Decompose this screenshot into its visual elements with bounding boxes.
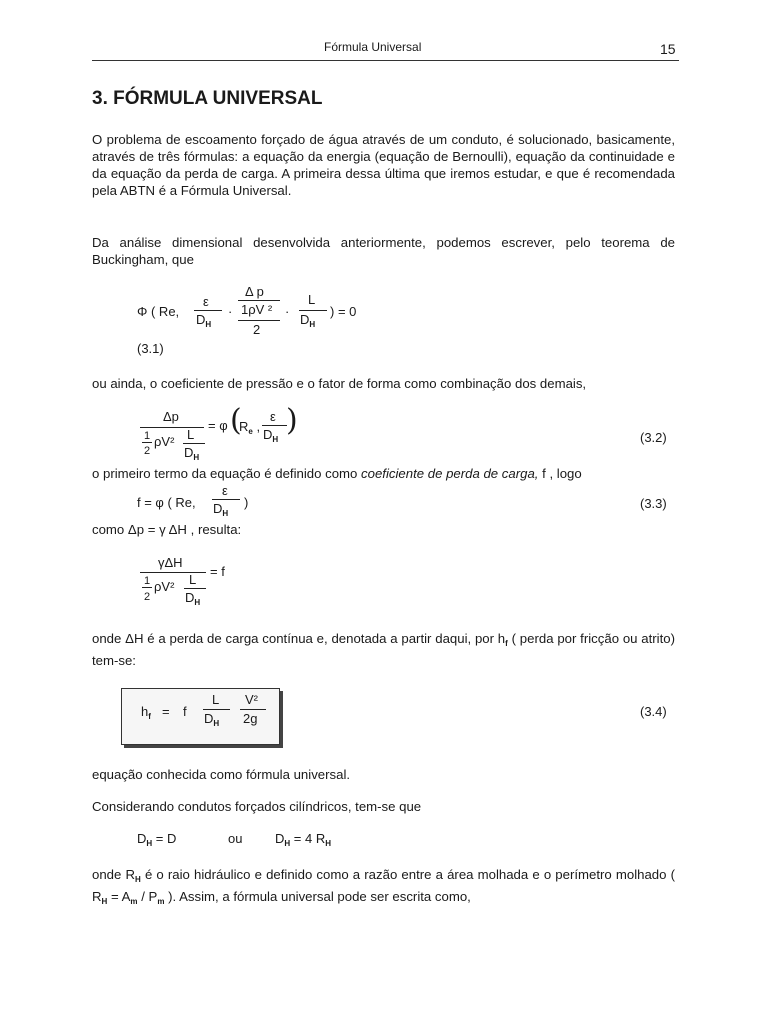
dh-equals-4rh: $D_H = 4$ $R_H$: [275, 831, 331, 848]
eq34-label: (3.4): [640, 704, 667, 719]
paragraph-result: como Δp = γ ΔH , resulta:: [92, 522, 242, 537]
eq32-rho-v2: ρV²: [154, 434, 175, 449]
paragraph-friction-coefficient: o primeiro termo da equação é definido como coeficiente de perda de carga, f , logo: [92, 466, 582, 481]
eq34-h: $h_f$: [141, 704, 151, 721]
eq33-label: (3.3): [640, 496, 667, 511]
eq32-ld-line: [183, 443, 205, 444]
eq33-line: [212, 499, 240, 500]
eq32-L: L: [187, 427, 195, 442]
eq31-end: ) = 0: [330, 304, 357, 319]
eq33-dh: $D_H$: [213, 501, 229, 518]
eqres-half-line: [142, 587, 152, 588]
eq32-re: $R_e$ ,: [239, 419, 261, 436]
eq32-right-paren: ): [286, 403, 298, 438]
paragraph-head-loss: onde ΔH é a perda de carga contínua e, denotada a partir daqui, por $h_f$ ( perda por fricção ou atrito) tem-se:: [92, 631, 675, 668]
eqres-two: 2: [144, 591, 151, 603]
dh-or: ou: [228, 831, 243, 846]
eq31-half-rho-v2: 1ρV ²: [241, 302, 273, 317]
eqres-rhs: = f: [210, 564, 225, 579]
eq31-dp: Δ p: [245, 284, 264, 299]
eq32-dh2: $D_H$: [263, 427, 279, 444]
eq31-dh: $D_H$: [196, 312, 212, 329]
eqres-one: 1: [144, 575, 151, 587]
eq32-eps-line: [262, 425, 287, 426]
paragraph-buckingham: Da análise dimensional desenvolvida anteriormente, podemos escrever, pelo teorema de Buckingham, que: [92, 235, 675, 267]
eq32-label: (3.2): [640, 430, 667, 445]
eq31-L: L: [308, 292, 316, 307]
eq32-main-line: [140, 427, 204, 428]
eq31-dot1: ·: [228, 304, 233, 319]
eqres-rho-v2: ρV²: [154, 579, 175, 594]
eq32-half-line: [142, 442, 152, 443]
paragraph-universal-formula: equação conhecida como fórmula universal.: [92, 767, 351, 782]
eqres-L: L: [189, 572, 197, 587]
eqres-num: γΔH: [158, 555, 183, 570]
page-number: 15: [660, 41, 676, 57]
paragraph-intro: O problema de escoamento forçado de água através de um conduto, é solucionado, basicamente, através de três fórmulas: a equação da energia (equação de Bernoulli), equação da continuidade e da equação da perda de carga. A primeira dessa última que iremos estudar, e que é recomendada pela ABTN é a Fórmula Universal.: [92, 132, 675, 198]
paragraph-cylindrical: Considerando condutos forçados cilíndricos, tem-se que: [92, 799, 422, 814]
eqres-dh: $D_H$: [185, 590, 201, 607]
eq34-ld-line: [203, 709, 230, 710]
eq31-frac2-upper-line: [238, 300, 280, 301]
eq34-L: L: [212, 692, 220, 707]
eq31-two: 2: [253, 322, 261, 337]
eq33-lhs: f = φ ( Re,: [137, 495, 196, 510]
eq31-eps: ε: [203, 294, 209, 309]
eq32-dp: Δp: [163, 409, 179, 424]
eq34-f: f: [183, 704, 187, 719]
section-title: 3. FÓRMULA UNIVERSAL: [92, 88, 323, 109]
eq31-frac1-line: [194, 310, 222, 311]
eq34-dh: $D_H$: [204, 711, 220, 728]
eq32-eps: ε: [270, 409, 276, 424]
eq34-v2: V²: [245, 692, 258, 707]
running-header-title: Fórmula Universal: [324, 40, 422, 54]
eq34-2g: 2g: [243, 711, 258, 726]
eq31-frac3-line: [299, 310, 327, 311]
paragraph-pressure-coefficient: ou ainda, o coeficiente de pressão e o fator de forma como combinação dos demais,: [92, 376, 587, 391]
eq31-dh2: $D_H$: [300, 312, 316, 329]
eq33-end: ): [244, 495, 249, 510]
dh-equals-d: $D_H = D$: [137, 831, 177, 848]
eqres-ld-line: [184, 588, 206, 589]
eq34-v-line: [240, 709, 266, 710]
eq31-dot2: ·: [285, 304, 290, 319]
eq33-eps: ε: [222, 483, 228, 498]
eq31-frac2-lower-line: [238, 320, 280, 321]
header-rule: [92, 60, 679, 61]
paragraph-hydraulic-radius: onde $R_H$ é o raio hidráulico e definido como a razão entre a área molhada e o perímetro molhado ( $R_H = A_m / P_m$ ). Assim, a fórmula universal pode ser escrita como,: [92, 867, 676, 906]
eq34-eq: =: [162, 704, 170, 719]
eq32-one: 1: [144, 430, 151, 442]
eq32-eq-phi: = φ: [208, 418, 228, 433]
eq32-left-paren: (: [230, 403, 242, 438]
eq32-dh: $D_H$: [184, 445, 200, 462]
eq32-two: 2: [144, 445, 151, 457]
eq31-phi: Φ ( Re,: [137, 304, 180, 319]
eq31-label: (3.1): [137, 341, 164, 356]
